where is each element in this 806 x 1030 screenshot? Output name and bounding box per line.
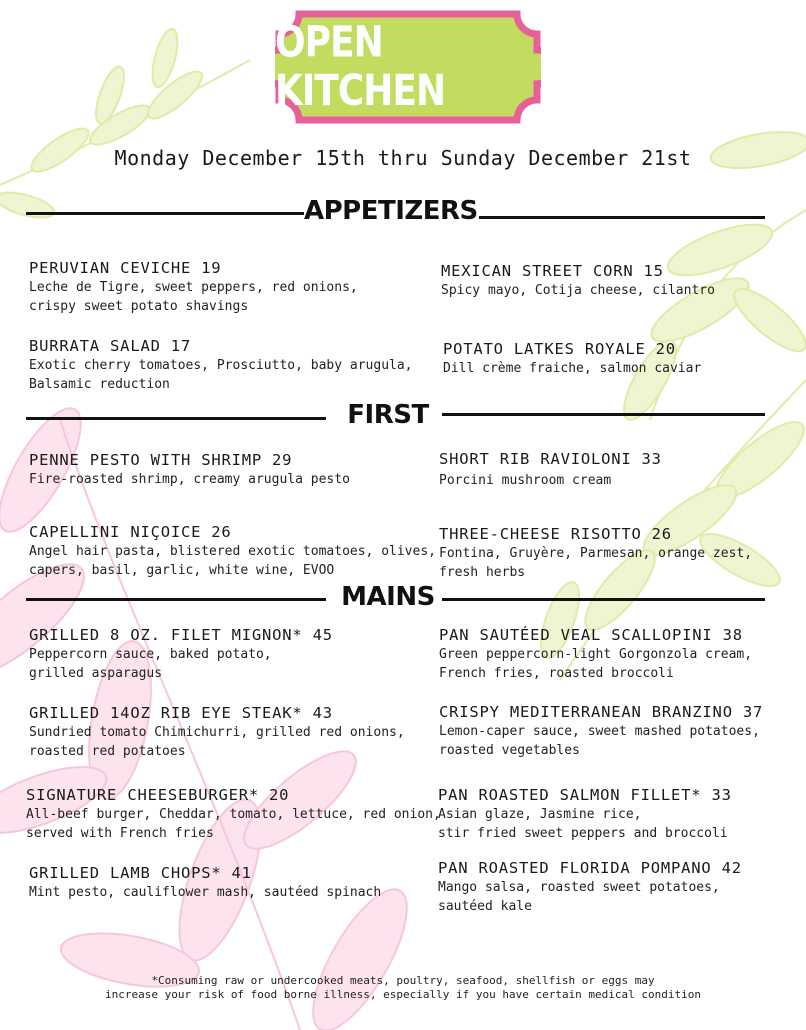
logo xyxy=(275,10,541,124)
item-description: Spicy mayo, Cotija cheese, cilantro xyxy=(441,283,715,298)
disclaimer xyxy=(0,974,806,1002)
item-price: 42 xyxy=(721,859,742,877)
section-title-appetizers: APPETIZERS xyxy=(304,196,478,226)
item-description: Exotic cherry tomatoes, Prosciutto, baby arugula, xyxy=(29,358,413,373)
menu-item xyxy=(441,261,715,300)
item-name: PERUVIAN CEVICHE xyxy=(29,259,192,277)
divider xyxy=(442,598,765,601)
menu-item xyxy=(29,863,381,902)
item-price: 43 xyxy=(312,704,333,722)
item-description: roasted vegetables xyxy=(439,743,580,758)
menu-item xyxy=(29,522,436,580)
item-name: GRILLED 8 OZ. FILET MIGNON* xyxy=(29,626,303,644)
item-name: POTATO LATKES ROYALE xyxy=(443,340,646,358)
divider xyxy=(479,216,765,219)
menu-item xyxy=(29,258,358,316)
menu-item xyxy=(29,625,333,683)
item-description: All-beef burger, Cheddar, tomato, lettuce, red onion, xyxy=(26,807,441,822)
item-name: THREE-CHEESE RISOTTO xyxy=(439,525,642,543)
item-price: 26 xyxy=(651,525,672,543)
menu-item xyxy=(438,858,742,916)
menu-item xyxy=(439,524,752,582)
item-name: PAN SAUTÉED VEAL SCALLOPINI xyxy=(439,626,713,644)
item-price: 29 xyxy=(272,451,293,469)
item-name: GRILLED LAMB CHOPS* xyxy=(29,864,222,882)
item-price: 33 xyxy=(641,450,662,468)
item-description: served with French fries xyxy=(26,826,214,841)
divider xyxy=(26,212,304,215)
item-name: CRISPY MEDITERRANEAN BRANZINO xyxy=(439,703,733,721)
menu-item xyxy=(29,336,413,394)
item-description: Fontina, Gruyère, Parmesan, orange zest, xyxy=(439,546,753,561)
item-description: Lemon-caper sauce, sweet mashed potatoes, xyxy=(439,724,760,739)
item-price: 33 xyxy=(711,786,732,804)
divider xyxy=(26,598,326,601)
item-name: PENNE PESTO WITH SHRIMP xyxy=(29,451,263,469)
item-price: 45 xyxy=(312,626,333,644)
item-description: Peppercorn sauce, baked potato, xyxy=(29,647,272,662)
menu-item xyxy=(29,703,405,761)
menu-item xyxy=(29,450,350,489)
item-price: 17 xyxy=(170,337,191,355)
item-description: Angel hair pasta, blistered exotic tomatoes, olives, xyxy=(29,544,436,559)
divider xyxy=(442,413,765,416)
item-price: 26 xyxy=(211,523,232,541)
disclaimer-line: increase your risk of food borne illness, especially if you have certain medical condition xyxy=(104,988,702,1001)
item-description: grilled asparagus xyxy=(29,666,163,681)
item-description: Green peppercorn-light Gorgonzola cream, xyxy=(439,647,753,662)
menu-item xyxy=(438,785,732,843)
item-name: MEXICAN STREET CORN xyxy=(441,262,634,280)
item-description: sautéed kale xyxy=(438,899,532,914)
date-range: Monday December 15th thru Sunday December 21st xyxy=(114,146,692,170)
menu-item xyxy=(439,625,752,683)
item-description: stir fried sweet peppers and broccoli xyxy=(438,826,728,841)
menu-item xyxy=(439,702,763,760)
menu-item xyxy=(443,339,701,378)
item-price: 37 xyxy=(742,703,764,721)
item-description: capers, basil, garlic, white wine, EVOO xyxy=(29,563,335,578)
item-description: crispy sweet potato shavings xyxy=(29,299,249,314)
item-name: CAPELLINI NIÇOICE xyxy=(29,523,202,541)
item-description: Leche de Tigre, sweet peppers, red onions, xyxy=(29,280,358,295)
item-price: 38 xyxy=(722,626,743,644)
item-price: 15 xyxy=(643,262,664,280)
logo-text: OPEN KITCHEN xyxy=(275,18,446,116)
item-name: SHORT RIB RAVIOLONI xyxy=(439,450,632,468)
divider xyxy=(26,417,326,420)
disclaimer-line: *Consuming raw or undercooked meats, poultry, seafood, shellfish or eggs may xyxy=(151,974,655,987)
menu-item xyxy=(439,449,662,490)
item-description: Balsamic reduction xyxy=(29,377,170,392)
item-price: 19 xyxy=(201,259,222,277)
item-name: SIGNATURE CHEESEBURGER* xyxy=(26,786,260,804)
item-description: Mango salsa, roasted sweet potatoes, xyxy=(438,880,720,895)
item-price: 20 xyxy=(269,786,290,804)
item-name: BURRATA SALAD xyxy=(29,337,161,355)
section-title-mains: MAINS xyxy=(341,582,435,612)
item-name: PAN ROASTED FLORIDA POMPANO xyxy=(438,859,712,877)
item-description: Porcini mushroom cream xyxy=(439,473,612,488)
item-description: Sundried tomato Chimichurri, grilled red onions, xyxy=(29,725,405,740)
item-name: PAN ROASTED SALMON FILLET* xyxy=(438,786,702,804)
item-price: 41 xyxy=(231,864,252,882)
section-title-first: FIRST xyxy=(347,400,429,430)
item-description: Fire-roasted shrimp, creamy arugula pesto xyxy=(29,472,350,487)
item-description: Mint pesto, cauliflower mash, sautéed spinach xyxy=(29,885,382,900)
item-description: Asian glaze, Jasmine rice, xyxy=(438,807,642,822)
item-description: French fries, roasted broccoli xyxy=(439,666,674,681)
item-description: roasted red potatoes xyxy=(29,744,186,759)
menu-item xyxy=(26,785,441,843)
item-name: GRILLED 14OZ RIB EYE STEAK* xyxy=(29,704,303,722)
item-description: Dill crème fraiche, salmon caviar xyxy=(443,361,702,376)
item-price: 20 xyxy=(655,340,676,358)
item-description: fresh herbs xyxy=(439,565,526,580)
